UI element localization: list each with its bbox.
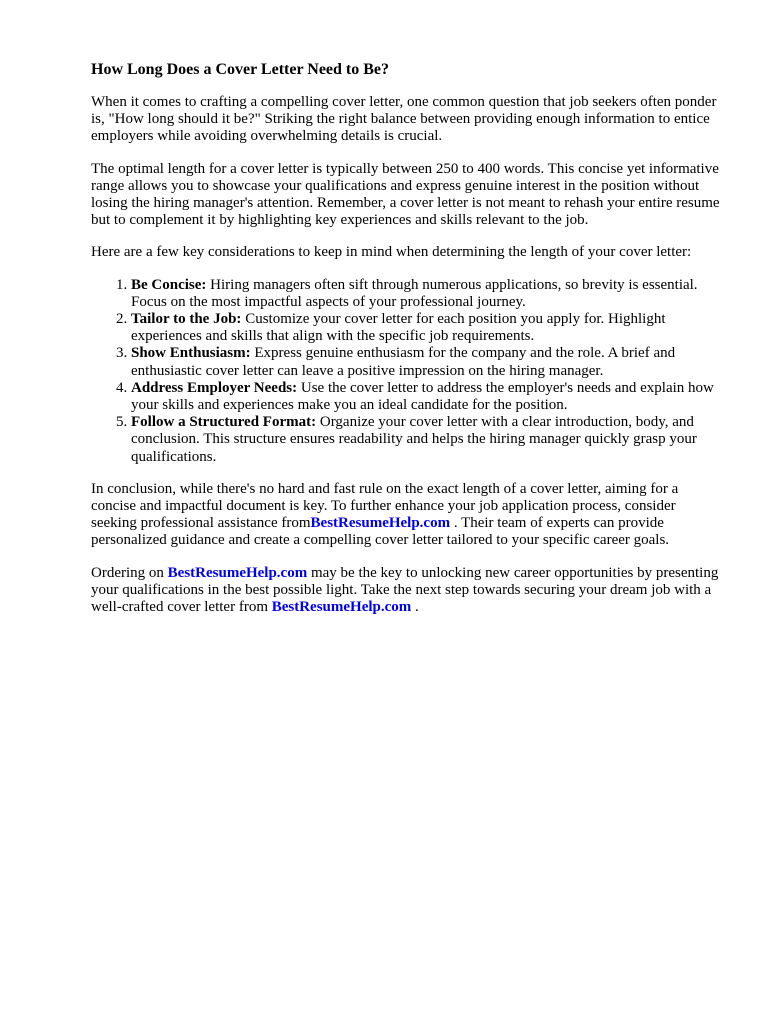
document-title: How Long Does a Cover Letter Need to Be? xyxy=(91,61,390,78)
list-item-lead: Show Enthusiasm: xyxy=(131,345,251,362)
list-item xyxy=(131,311,721,345)
list-item xyxy=(131,380,721,414)
closing-text-before: Ordering on xyxy=(91,564,168,581)
conclusion-text-after: . Their team of experts can provide personalized guidance and create a compelling cover letter tailored to your specific career goals. xyxy=(91,515,670,549)
list-item-text: Hiring managers often sift through numerous applications, so brevity is essential. Focus on the most impactful aspects of your professional journey. xyxy=(131,276,698,310)
conclusion-paragraph xyxy=(91,481,721,550)
list-item xyxy=(131,345,721,379)
bestresumehelp-link[interactable]: BestResumeHelp.com xyxy=(310,515,451,532)
list-item xyxy=(131,414,721,466)
bestresumehelp-link[interactable]: BestResumeHelp.com xyxy=(271,599,412,616)
closing-text-after: . xyxy=(411,599,419,616)
list-item-text: Customize your cover letter for each position you apply for. Highlight experiences and skills that align with the specific job requirements. xyxy=(131,311,666,345)
conclusion-text-before: In conclusion, while there's no hard and fast rule on the exact length of a cover letter, aiming for a concise and impactful document is key. To further enhance your job application process, consider seeking professional assistance from xyxy=(91,480,679,532)
list-item-lead: Be Concise: xyxy=(131,276,207,293)
intro-paragraph-1: When it comes to crafting a compelling cover letter, one common question that job seekers often ponder is, "How long should it be?" Striking the right balance between providing enough information to entice employers while avoiding overwhelming details is crucial. xyxy=(91,94,717,145)
bestresumehelp-link[interactable]: BestResumeHelp.com xyxy=(167,564,308,581)
intro-paragraph-3: Here are a few key considerations to keep in mind when determining the length of your cover letter: xyxy=(91,244,692,261)
numbered-list xyxy=(91,277,721,466)
intro-paragraph-2: The optimal length for a cover letter is typically between 250 to 400 words. This concise yet informative range allows you to showcase your qualifications and express genuine interest in the position without losing the hiring manager's attention. Remember, a cover letter is not meant to rehash your entire resume but to complement it by highlighting key experiences and skills relevant to the job. xyxy=(91,160,720,229)
list-item-lead: Address Employer Needs: xyxy=(131,379,298,396)
list-item-lead: Tailor to the Job: xyxy=(131,311,242,328)
list-item-lead: Follow a Structured Format: xyxy=(131,414,317,431)
list-item-text: Organize your cover letter with a clear introduction, body, and conclusion. This structure ensures readability and helps the hiring manager quickly grasp your qualifications. xyxy=(131,414,697,465)
list-item-text: Express genuine enthusiasm for the company and the role. A brief and enthusiastic cover letter can leave a positive impression on the hiring manager. xyxy=(131,345,676,379)
document-content xyxy=(91,61,721,631)
list-item-text: Use the cover letter to address the employer's needs and explain how your skills and experiences make you an ideal candidate for the position. xyxy=(131,379,714,414)
list-item xyxy=(131,277,721,311)
closing-paragraph xyxy=(91,565,721,617)
closing-text-middle: may be the key to unlocking new career opportunities by presenting your qualifications in the best possible light. Take the next step towards securing your dream job with a well-crafted cover letter from xyxy=(91,564,719,616)
